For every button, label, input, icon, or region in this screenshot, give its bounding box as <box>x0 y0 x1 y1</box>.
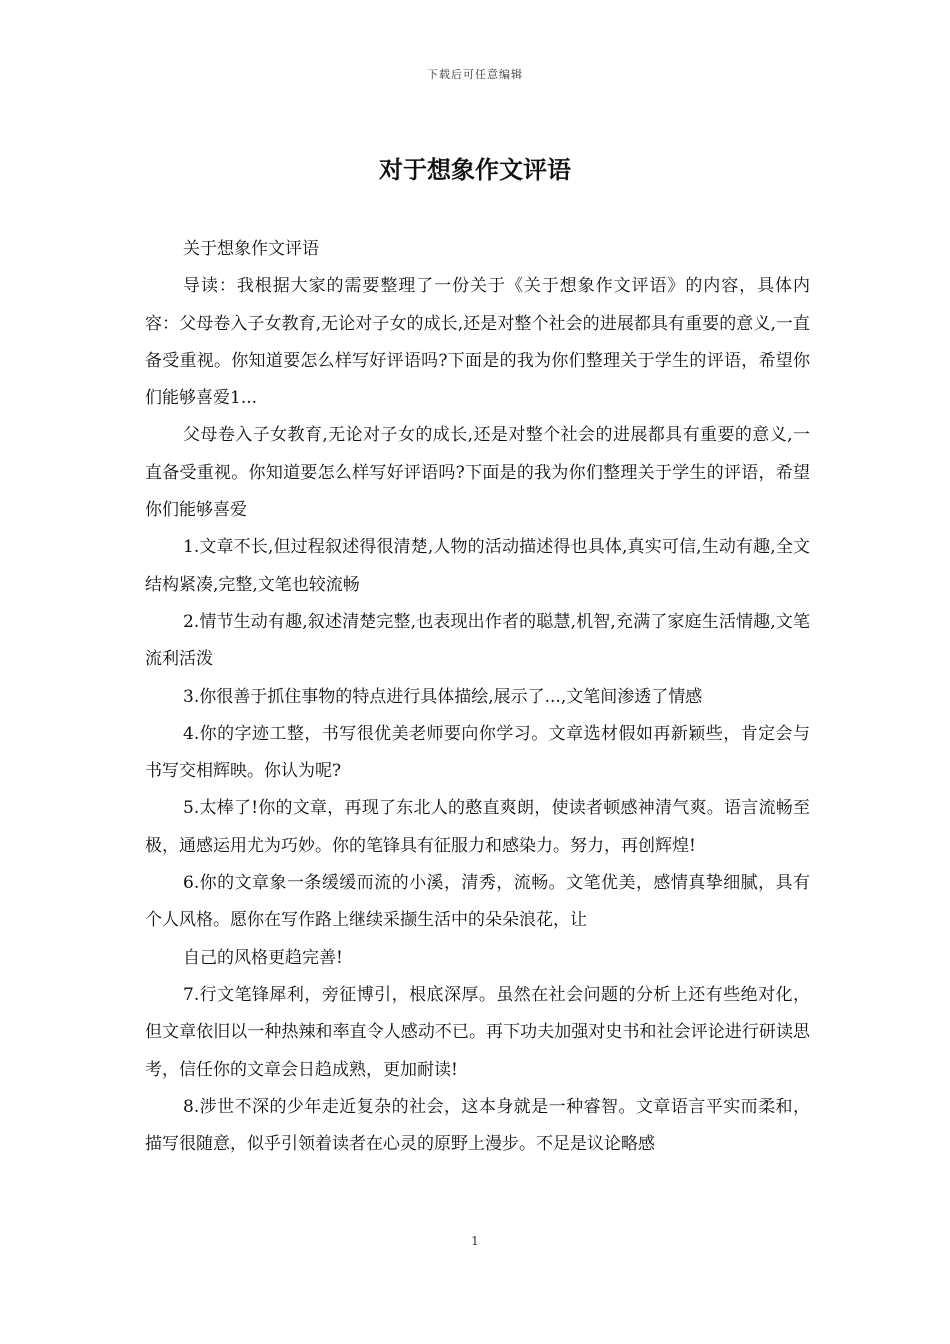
document-body <box>145 231 810 1163</box>
document-title: 对于想象作文评语 <box>379 156 571 184</box>
paragraph-comment-4: 4.你的字迹工整，书写很优美老师要向你学习。文章选材假如再新颖些，肯定会与书写交相辉映。你认为呢? <box>145 723 810 782</box>
paragraph-intro: 导读：我根据大家的需要整理了一份关于《关于想象作文评语》的内容，具体内容：父母卷入子女教育,无论对子女的成长,还是对整个社会的进展都具有重要的意义,一直备受重视。你知道要怎么样写好评语吗?下面是的我为你们整理关于学生的评语，希望你们能够喜爱1... <box>145 276 810 409</box>
paragraph-comment-6: 6.你的文章象一条缓缓而流的小溪，清秀，流畅。文笔优美，感情真挚细腻，具有个人风格。愿你在写作路上继续采撷生活中的朵朵浪花，让 <box>145 873 810 931</box>
paragraph-comment-1: 1.文章不长,但过程叙述得很清楚,人物的活动描述得也具体,真实可信,生动有趣,全文结构紧凑,完整,文笔也较流畅 <box>145 537 810 595</box>
paragraph-comment-2: 2.情节生动有趣,叙述清楚完整,也表现出作者的聪慧,机智,充满了家庭生活情趣,文笔流利活泼 <box>145 611 810 670</box>
paragraph-comment-8: 8.涉世不深的少年走近复杂的社会，这本身就是一种睿智。文章语言平实而柔和，描写很随意，似乎引领着读者在心灵的原野上漫步。不足是议论略感 <box>145 1096 810 1155</box>
paragraph-subtitle: 关于想象作文评语 <box>183 239 319 259</box>
page-number: 1 <box>471 1234 479 1248</box>
paragraph-context: 父母卷入子女教育,无论对子女的成长,还是对整个社会的进展都具有重要的意义,一直备受重视。你知道要怎么样写好评语吗?下面是的我为你们整理关于学生的评语，希望你们能够喜爱 <box>145 425 810 521</box>
paragraph-comment-3: 3.你很善于抓住事物的特点进行具体描绘,展示了...,文笔间渗透了情感 <box>183 686 703 707</box>
paragraph-comment-7: 7.行文笔锋犀利，旁征博引，根底深厚。虽然在社会问题的分析上还有些绝对化，但文章依旧以一种热辣和率直令人感动不已。再下功夫加强对史书和社会评论进行研读思考，信任你的文章会日趋成熟，更加耐读! <box>145 984 810 1080</box>
paragraph-comment-6-continued: 自己的风格更趋完善! <box>183 947 343 968</box>
header-note: 下载后可任意编辑 <box>427 68 523 81</box>
paragraph-comment-5: 5.太棒了!你的文章，再现了东北人的憨直爽朗，使读者顿感神清气爽。语言流畅至极，通感运用尤为巧妙。你的笔锋具有征服力和感染力。努力，再创辉煌! <box>145 798 810 856</box>
